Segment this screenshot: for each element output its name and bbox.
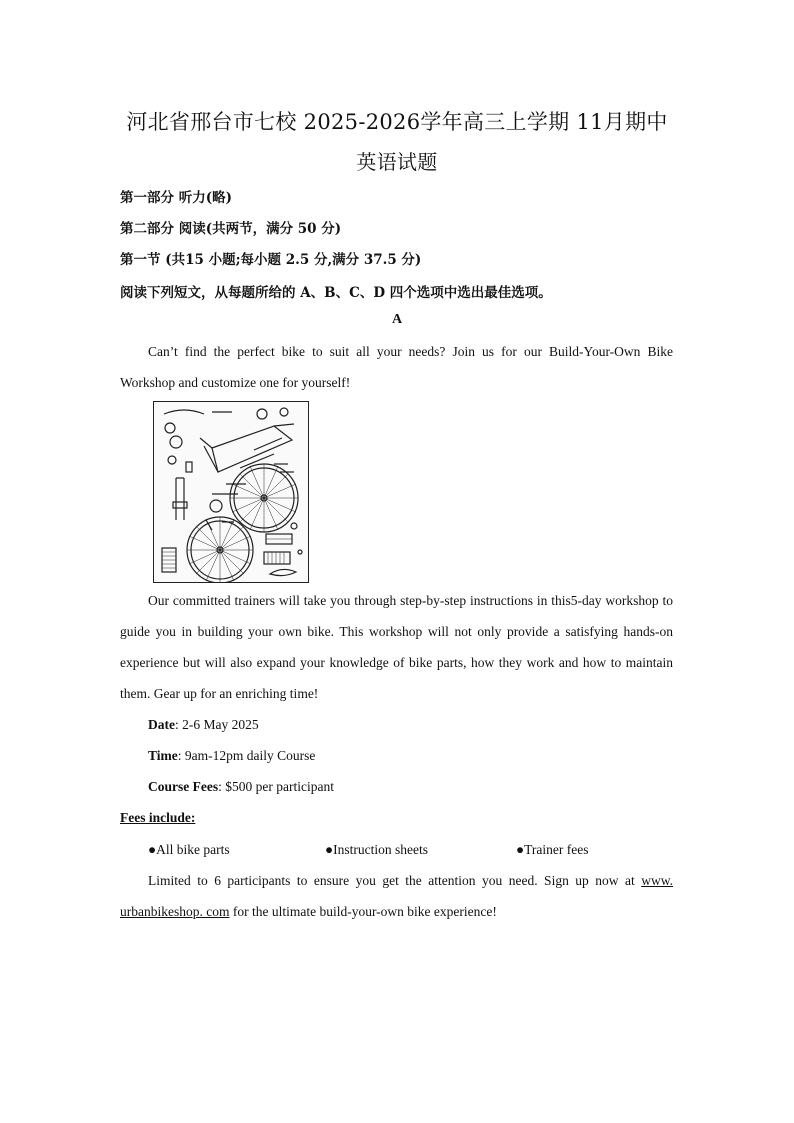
- date-label: Date: [148, 717, 175, 732]
- instruction-text: 阅读下列短文，从每题所给的 A、B、C、D 四个选项中选出最佳选项。: [120, 285, 552, 301]
- part-one-heading: 第一部分 听力(略): [120, 190, 232, 206]
- section-one-heading: 第一节 (共15 小题;每小题 2.5 分,满分 37.5 分): [120, 252, 422, 268]
- course-fee-label: Course Fees: [148, 779, 219, 794]
- fees-item: ●Instruction sheets: [325, 842, 429, 857]
- course-fee-value: : $500 per participant: [218, 779, 334, 794]
- date-line: [148, 717, 259, 733]
- time-label: Time: [148, 748, 178, 763]
- bike-parts-drawing: [154, 402, 308, 582]
- passage-label: A: [391, 312, 403, 327]
- time-line: [148, 748, 315, 764]
- fees-item: ●Trainer fees: [516, 842, 589, 857]
- passage-closing: [120, 865, 673, 927]
- passage-body: Our committed trainers will take you through step-by-step instructions in this5-day workshop to guide you in building your own bike. This workshop will not only provide a satisfying hands-on experience but will also expand your knowledge of bike parts, how they work and how to maintain them. Gear up for an enriching time!: [120, 593, 673, 701]
- part-two-heading: 第二部分 阅读(共两节，满分 50 分): [120, 221, 342, 237]
- fees-include-heading: Fees include:: [120, 810, 196, 825]
- website-link[interactable]: www. urbanbikeshop. com: [120, 873, 673, 919]
- exam-title: 河北省邢台市七校 2025-2026学年高三上学期 11月期中: [126, 110, 668, 134]
- passage-intro: Can’t find the perfect bike to suit all your needs? Join us for our Build-Your-Own Bike Workshop and customize one for yourself!: [120, 344, 673, 390]
- closing-text-after: for the ultimate build-your-own bike experience!: [229, 904, 497, 919]
- course-fee-line: [148, 779, 334, 795]
- fees-item: ●All bike parts: [148, 842, 230, 857]
- date-value: : 2-6 May 2025: [175, 717, 259, 732]
- subject-title: 英语试题: [356, 150, 438, 174]
- time-value: : 9am-12pm daily Course: [177, 748, 316, 763]
- closing-text-before: Limited to 6 participants to ensure you get the attention you need. Sign up now at: [148, 873, 642, 888]
- bike-parts-illustration: [153, 401, 309, 583]
